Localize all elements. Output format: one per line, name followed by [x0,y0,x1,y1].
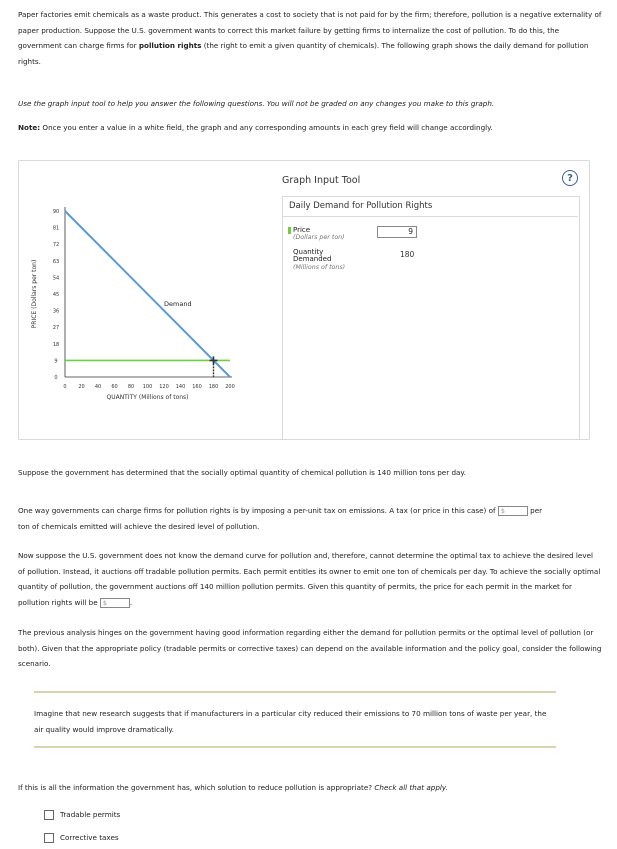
intro-text: Paper factories emit chemicals as a waste product. This generates a cost to society that is not paid for by the firm; therefore, pollution is a negative externality of paper production. Suppose the U.S. government wants to correct this market failure by getting firms to internalize the cost of pollution. To do this, the government can charge firms for [18,10,602,50]
y-tick-label: 63 [52,258,60,265]
instruction-text: Use the graph input tool to help you answer the following questions. You will not be graded on any changes you make to this graph. [18,99,495,108]
y-tick-label: 90 [52,209,60,215]
x-tick-label: 60 [111,384,118,390]
intro-paragraph [18,7,602,69]
question-solution [18,780,602,796]
y-axis-label: PRICE (Dollars per ton) [31,259,38,329]
analysis-paragraph: The previous analysis hinges on the government having good information regarding either the demand for pollution permits or the optimal level of pollution (or both). Given that the appropriate policy (tradable permits or corrective taxes) can depend on the available information and the policy goal, consider the following scenario. [18,628,602,668]
y-tick-label: 45 [52,292,60,298]
y-tick-label: 0 [54,375,58,381]
solution-question-hint: Check all that apply. [374,783,448,792]
permits-question-text: Now suppose the U.S. government does not know the demand curve for pollution and, therefore, cannot determine the optimal tax to achieve the desired level of pollution. Instead, it auctions off tradable pollution permits. Each permit entitles its owner to emit one ton of chemicals per day. To achieve the socially optimal quantity of pollution, the government auctions off 140 million pollution permits. Given this quantity of permits, the price for each permit in the market for pollution rights will be [18,551,601,607]
graph-input-tool [282,196,580,439]
help-icon[interactable]: ? [562,170,578,186]
y-tick-label: 36 [52,308,60,315]
x-tick-label: 200 [225,384,235,390]
quantity-unit: (Millions of tons) [293,264,346,271]
x-axis-label: QUANTITY (Millions of tons) [106,394,189,401]
solution-question-text: If this is all the information the government has, which solution to reduce pollution is appropriate? [18,783,375,792]
demand-chart[interactable] [18,195,263,410]
scenario-top-rule [34,691,556,693]
x-tick-label: 140 [175,384,186,390]
y-tick-label: 18 [52,341,60,348]
tax-price-input[interactable]: $ [498,506,528,516]
question-optimal-quantity: Suppose the government has determined that the socially optimal quantity of chemical pollution is 140 million tons per day. [18,468,466,477]
scenario-text: Imagine that new research suggests that if manufacturers in a particular city reduced their emissions to 70 million tons of waste per year, the air quality would improve dramatically. [34,709,547,734]
note-label: Note: [18,123,41,132]
tool-title: Graph Input Tool [282,175,361,186]
permits-question-end: . [129,597,133,607]
tax-question-per: per [527,506,543,515]
y-tick-label: 27 [52,325,60,332]
y-tick-label: 72 [52,242,60,249]
scenario-bottom-rule [34,746,556,748]
intro-text-end: (the right to emit a given quantity of chemicals). The following graph shows the daily demand for pollution rights. [18,41,589,66]
question-tax [18,503,602,534]
question-permits [18,548,602,610]
price-unit: (Dollars per ton) [293,234,345,241]
y-tick-label: 54 [52,275,60,282]
intro-bold-term: pollution rights [138,41,202,50]
price-input[interactable]: 9 [377,226,417,238]
demand-label: Demand [164,300,192,309]
price-indicator-icon [288,227,291,234]
x-tick-label: 20 [78,384,85,390]
x-tick-label: 180 [208,384,219,390]
x-tick-label: 0 [63,384,67,390]
tax-question-end: ton of chemicals emitted will achieve the desired level of pollution. [18,521,260,531]
corrective-taxes-label[interactable]: Corrective taxes [60,833,119,842]
quantity-label: Quantity [293,248,324,256]
demand-curve [65,211,230,377]
permit-price-input[interactable]: $ [100,598,130,608]
note-text [18,120,602,136]
price-label: Price [293,226,311,234]
x-tick-label: 80 [127,384,135,390]
y-tick-label: 81 [52,225,60,232]
quantity-demanded-value: 180 [400,250,415,259]
tax-question-text: One way governments can charge firms for pollution rights is by imposing a per-unit tax on emissions. A tax (or price in this case) of [18,506,498,515]
x-tick-label: 40 [94,384,102,390]
tradable-permits-checkbox[interactable] [44,810,54,820]
x-tick-label: 120 [159,384,169,390]
tradable-permits-label[interactable]: Tradable permits [60,810,121,819]
x-tick-label: 100 [142,384,153,390]
x-tick-label: 160 [192,384,202,390]
y-tick-label: 9 [54,358,58,365]
demanded-label: Demanded [293,255,332,263]
tool-subtitle: Daily Demand for Pollution Rights [289,201,433,211]
tool-divider [282,216,578,217]
note-body: Once you enter a value in a white field, the graph and any corresponding amounts in each grey field will change accordingly. [40,123,493,132]
corrective-taxes-checkbox[interactable] [44,833,54,843]
